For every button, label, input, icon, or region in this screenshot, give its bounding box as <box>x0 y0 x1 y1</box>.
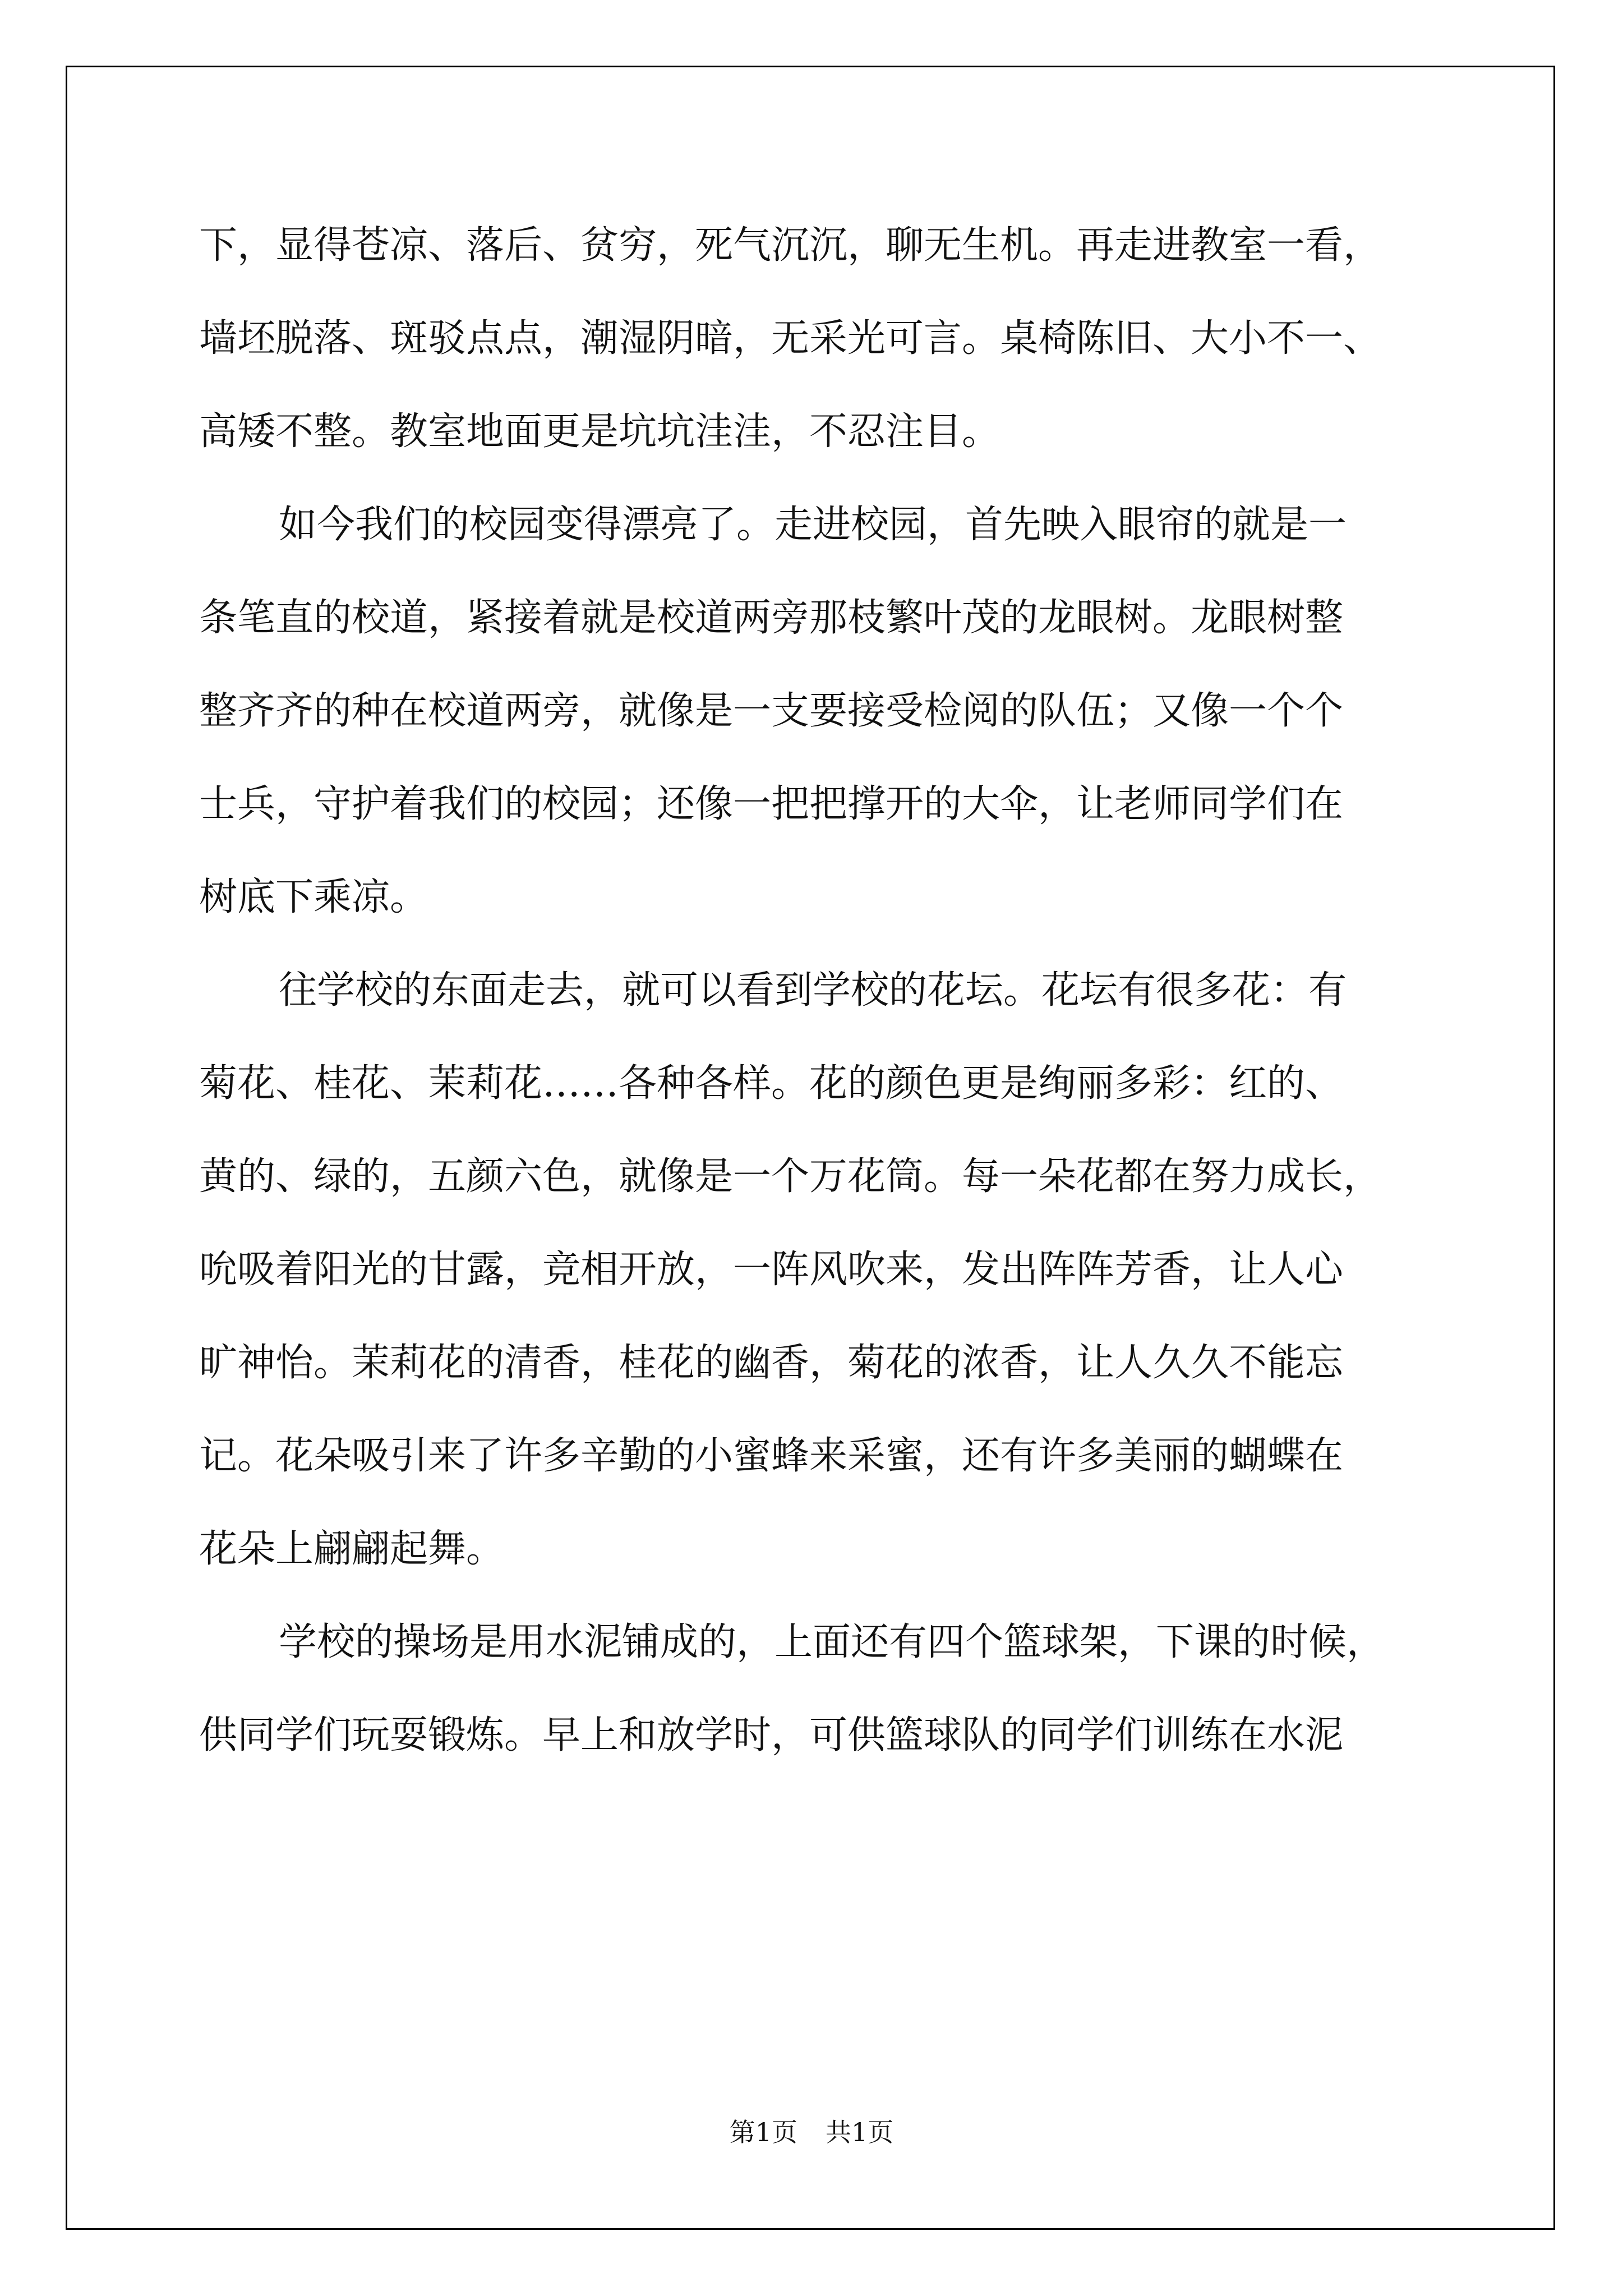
text-line: 下，显得苍凉、落后、贫穷，死气沉沉，聊无生机。再走进教室一看， <box>199 223 1382 268</box>
page-number-current: 第1页 <box>729 2117 797 2147</box>
text-line: 士兵，守护着我们的校园；还像一把把撑开的大伞，让老师同学们在 <box>199 782 1344 826</box>
text-line: 吮吸着阳光的甘露，竞相开放，一阵风吹来，发出阵阵芳香，让人心 <box>199 1248 1344 1292</box>
text-line: 记。花朵吸引来了许多辛勤的小蜜蜂来采蜜，还有许多美丽的蝴蝶在 <box>199 1434 1344 1478</box>
text-line: 树底下乘凉。 <box>199 875 428 919</box>
text-line: 往学校的东面走去，就可以看到学校的花坛。花坛有很多花：有 <box>279 968 1347 1013</box>
text-line: 学校的操场是用水泥铺成的，上面还有四个篮球架，下课的时候， <box>279 1620 1385 1664</box>
document-body <box>199 199 1430 1782</box>
page-number-total: 共1页 <box>826 2117 894 2147</box>
text-line: 如今我们的校园变得漂亮了。走进校园，首先映入眼帘的就是一 <box>279 503 1347 547</box>
text-line: 条笔直的校道，紧接着就是校道两旁那枝繁叶茂的龙眼树。龙眼树整 <box>199 596 1344 640</box>
text-line: 高矮不整。教室地面更是坑坑洼洼，不忍注目。 <box>199 409 1000 454</box>
text-line: 花朵上翩翩起舞。 <box>199 1527 505 1571</box>
paragraph-4 <box>199 1596 1430 1782</box>
text-line: 供同学们玩耍锻炼。早上和放学时，可供篮球队的同学们训练在水泥 <box>199 1713 1344 1757</box>
text-line: 墙坯脱落、斑驳点点，潮湿阴暗，无采光可言。桌椅陈旧、大小不一、 <box>199 316 1382 361</box>
page-footer <box>0 2112 1623 2149</box>
text-line: 菊花、桂花、茉莉花……各种各样。花的颜色更是绚丽多彩：红的、 <box>199 1061 1344 1106</box>
paragraph-3 <box>199 944 1430 1596</box>
text-line: 旷神怡。茉莉花的清香，桂花的幽香，菊花的浓香，让人久久不能忘 <box>199 1341 1344 1385</box>
paragraph-2 <box>199 478 1430 944</box>
text-line: 黄的、绿的，五颜六色，就像是一个万花筒。每一朵花都在努力成长， <box>199 1154 1382 1199</box>
text-line: 整齐齐的种在校道两旁，就像是一支要接受检阅的队伍；又像一个个 <box>199 689 1344 733</box>
paragraph-1 <box>199 199 1430 478</box>
